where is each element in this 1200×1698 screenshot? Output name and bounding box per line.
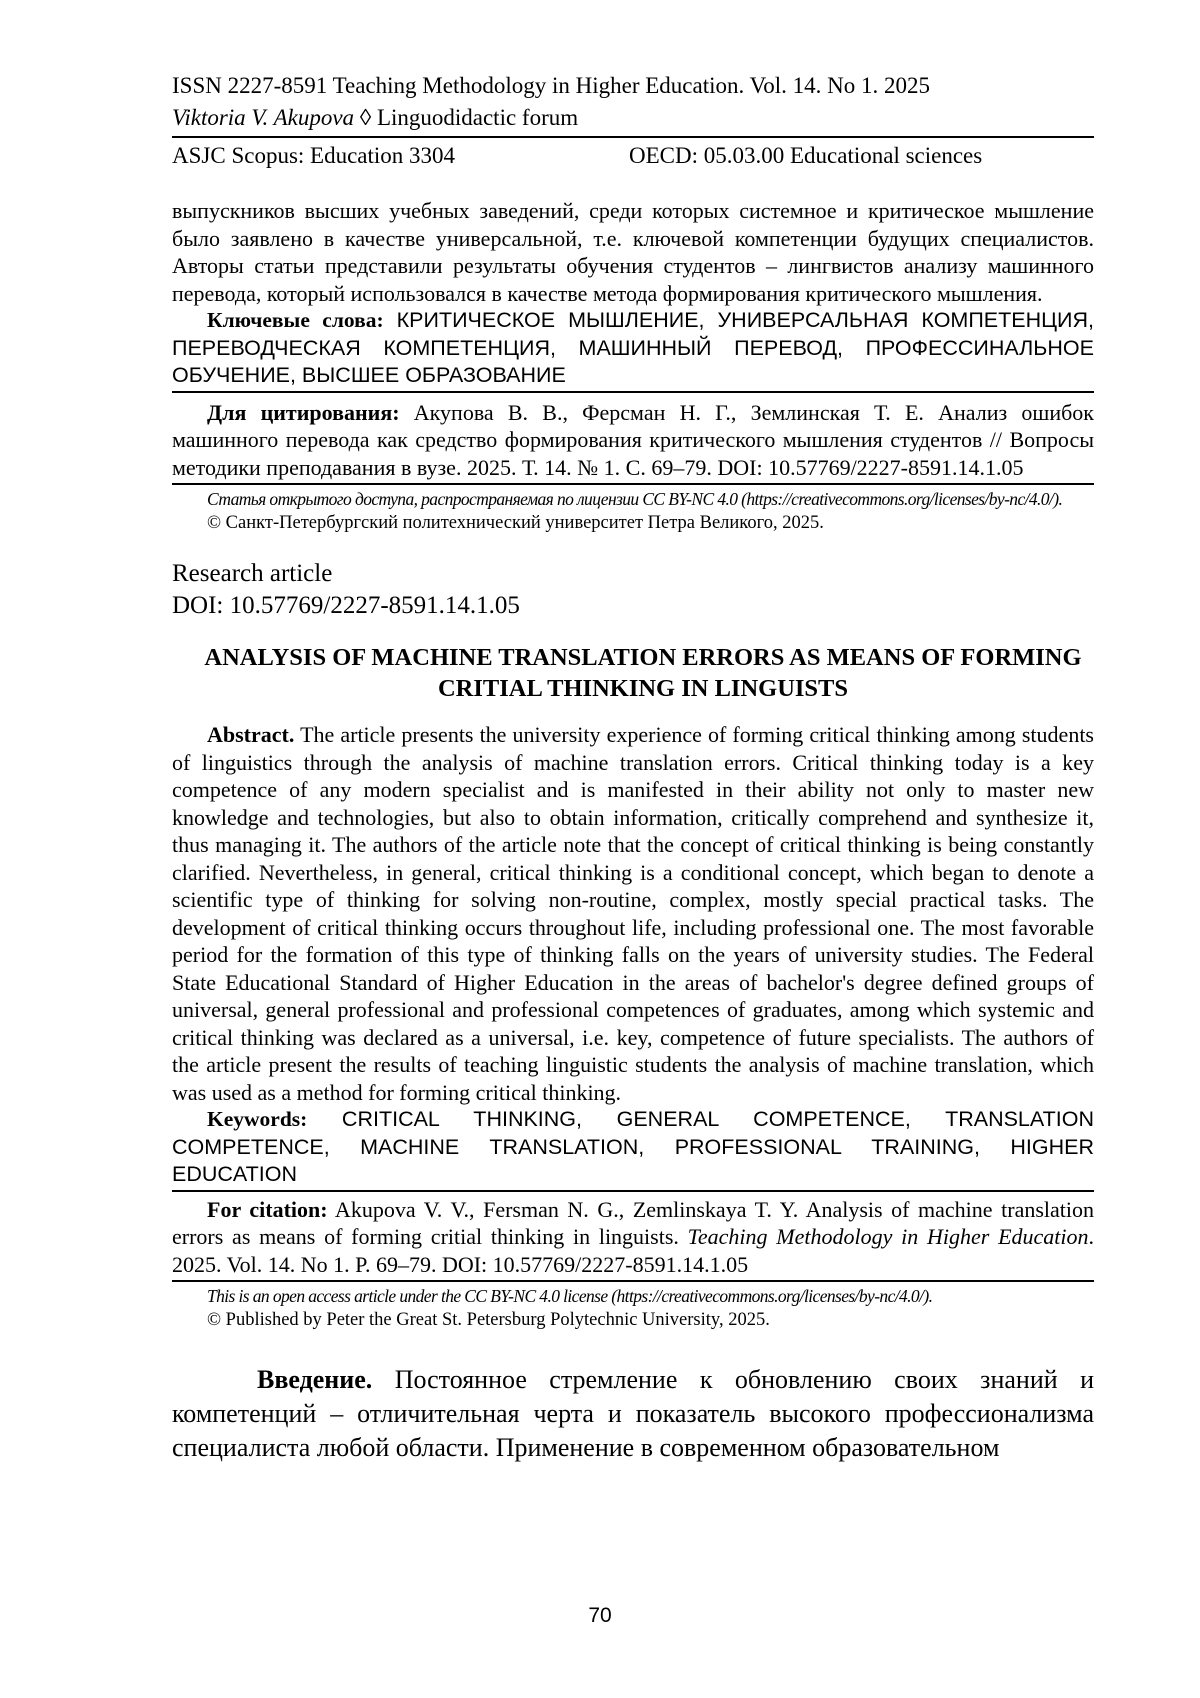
en-abstract xyxy=(172,721,1094,1106)
en-keywords-label: Keywords: xyxy=(207,1107,308,1131)
en-citation-label: For citation: xyxy=(207,1196,328,1222)
ru-keywords xyxy=(172,307,1094,393)
classification-row xyxy=(172,140,1094,172)
ru-citation-text: Акупова В. В., Ферсман Н. Г., Землинская Т. Е. Анализ ошибок машинного перевода как средство формирования критического мышления студентов // Вопросы методики преподавания в вузе. 2025. Т. 14. № 1. С. 69–79. DOI: 10.57769/2227-8591.14.1.05 xyxy=(172,399,1094,480)
ru-keywords-text: КРИТИЧЕСКОЕ МЫШЛЕНИЕ, УНИВЕРСАЛЬНАЯ КОМПЕТЕНЦИЯ, ПЕРЕВОДЧЕСКАЯ КОМПЕТЕНЦИЯ, МАШИННЫЙ ПЕРЕВОД, ПРОФЕССИНАЛЬНОЕ ОБУЧЕНИЕ, ВЫСШЕЕ ОБРАЗОВАНИЕ xyxy=(172,308,1094,387)
header-author: Viktoria V. Akupova xyxy=(172,105,355,130)
ru-citation xyxy=(172,399,1094,486)
asjc-code: ASJC Scopus: Education 3304 xyxy=(172,143,456,168)
intro-text: Постоянное стремление к обновлению своих знаний и компетенций – отличительная черта и показатель высокого профессионализма специалиста любой области. Применение в современном образовательном xyxy=(172,1365,1094,1462)
en-copyright: © Published by Peter the Great St. Petersburg Polytechnic University, 2025. xyxy=(207,1310,770,1330)
en-citation-journal: Teaching Methodology in Higher Education xyxy=(687,1224,1089,1249)
ru-citation-label: Для цитирования: xyxy=(207,399,400,425)
ru-license-note: Статья открытого доступа, распространяемая по лицензии CC BY-NC 4.0 (https://creativecommons.org/licenses/by-nc/4.0/). xyxy=(207,489,1063,509)
en-citation-text-a: Akupova V. V., Fersman N. G., Zemlinskaya T. Y. Analysis of machine translation errors as means of forming critial thinking in linguists. xyxy=(172,1196,1094,1249)
en-citation xyxy=(172,1196,1094,1283)
article-title-en: ANALYSIS OF MACHINE TRANSLATION ERRORS AS MEANS OF FORMING CRITIAL THINKING IN LINGUISTS xyxy=(204,644,1082,702)
paper-page xyxy=(172,70,1094,1465)
header-separator: ◊ xyxy=(354,105,377,130)
intro-lead xyxy=(172,1365,372,1394)
en-abstract-text: The article presents the university experience of forming critical thinking among students of linguistics through the analysis of machine translation errors. Critical thinking today is a key competence of any modern specialist and is manifested in their ability not only to master new knowledge and technologies, but also to obtain information, critically comprehend and synthesize it, thus managing it. The authors of the article note that the concept of critical thinking is being constantly clarified. Nevertheless, in general, critical thinking is a conditional concept, which began to denote a scientific type of thinking for solving non-routine, complex, mostly special practical tasks. The development of critical thinking occurs throughout life, including professional one. The most favorable period for the formation of this type of thinking falls on the years of university studies. The Federal State Educational Standard of Higher Education in the areas of bachelor's degree defined groups of universal, general professional and professional competences of graduates, among which systemic and critical thinking was declared as a universal, i.e. key, competence of future specialists. The authors of the article present the results of teaching linguistic students the analysis of machine translation, which was used as a method for forming critical thinking. xyxy=(172,722,1094,1105)
intro-label: Введение. xyxy=(257,1365,373,1394)
page-number: 70 xyxy=(588,1604,612,1627)
article-doi: DOI: 10.57769/2227-8591.14.1.05 xyxy=(172,592,520,619)
en-keywords-text: CRITICAL THINKING, GENERAL COMPETENCE, TRANSLATION COMPETENCE, MACHINE TRANSLATION, PROFESSIONAL TRAINING, HIGHER EDUCATION xyxy=(172,1107,1094,1186)
ru-copyright: © Санкт-Петербургский политехнический университет Петра Великого, 2025. xyxy=(207,513,824,533)
en-abstract-label: Abstract. xyxy=(207,722,295,747)
journal-line: ISSN 2227-8591 Teaching Methodology in Higher Education. Vol. 14. No 1. 2025 xyxy=(172,73,930,98)
introduction-paragraph xyxy=(172,1363,1094,1465)
header-section: Linguodidactic forum xyxy=(376,105,579,130)
article-type: Research article xyxy=(172,560,333,587)
en-license-note: This is an open access article under the CC BY-NC 4.0 license (https://creativecommons.org/licenses/by-nc/4.0/). xyxy=(207,1286,933,1306)
author-line xyxy=(172,102,1094,138)
oecd-code: OECD: 05.03.00 Educational sciences xyxy=(629,143,983,168)
ru-abstract-tail: выпускников высших учебных заведений, среди которых системное и критическое мышление было заявлено в качестве универсальной, т.е. ключевой компетенции будущих специалистов. Авторы статьи представили результаты обучения студентов – лингвистов анализу машинного перевода, который использовался в качестве метода формирования критического мышления. xyxy=(172,198,1094,306)
en-keywords xyxy=(172,1106,1094,1192)
en-citation-text-b: . 2025. Vol. 14. No 1. P. 69–79. DOI: 10.57769/2227-8591.14.1.05 xyxy=(172,1224,1094,1277)
ru-keywords-label: Ключевые слова: xyxy=(207,308,384,332)
